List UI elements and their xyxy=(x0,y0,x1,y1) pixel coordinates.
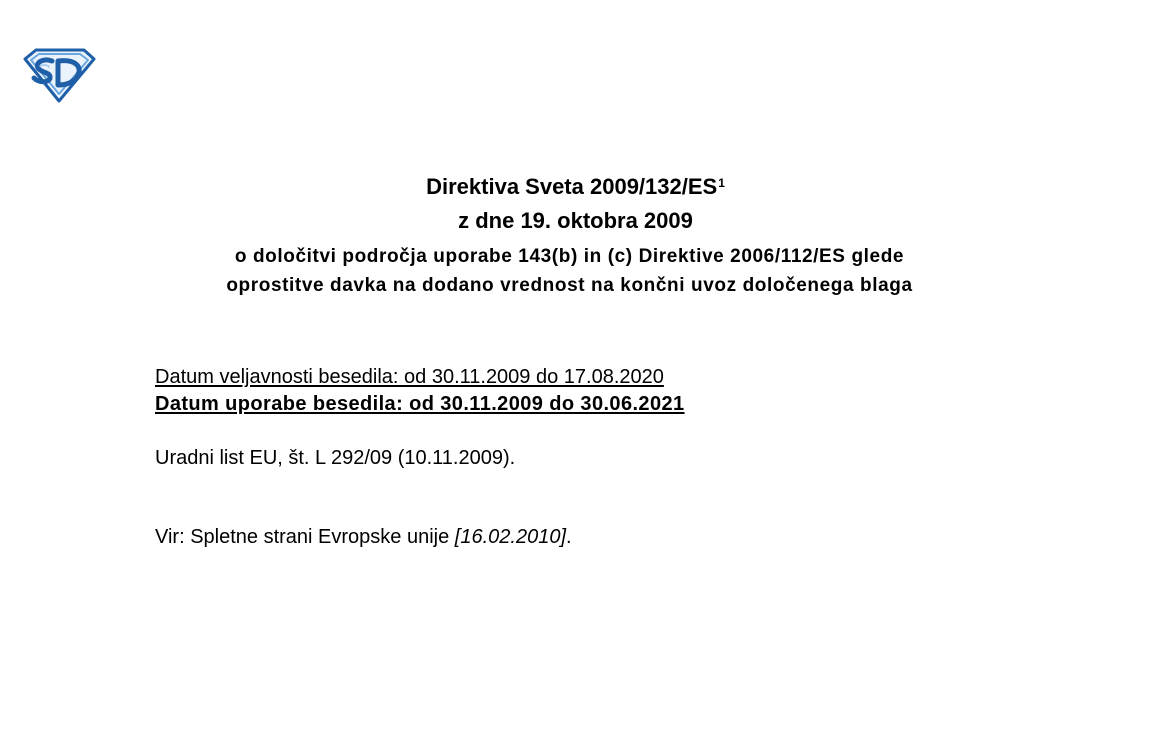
source-suffix: . xyxy=(566,526,572,548)
directive-date: z dne 19. oktobra 2009 xyxy=(458,208,693,233)
directive-title: Direktiva Sveta $2009/132/ES^1$ xyxy=(426,174,725,199)
footnote-mark[interactable]: 1 xyxy=(718,176,725,190)
source-reference xyxy=(155,524,572,551)
source-date: [16.02.2010] xyxy=(454,526,567,548)
directive-subtitle xyxy=(0,242,1148,300)
official-journal-reference: Uradni list EU, št. L 292/09 (10.11.2009). xyxy=(155,447,516,469)
subtitle-line-1: o določitvi področja uporabe 143(b) in (c) Direktive 2006/112/ES glede xyxy=(234,246,905,267)
subtitle-line-2: oprostitve davka na dodano vrednost na končni uvoz določenega blaga xyxy=(226,275,913,296)
source-prefix: Vir: Spletne strani Evropske unije xyxy=(155,526,455,548)
sd-shield-logo-icon xyxy=(22,47,96,103)
validity-date-text: Datum veljavnosti besedila: od 30.11.2009 do 17.08.2020 xyxy=(155,366,664,388)
validity-dates xyxy=(155,364,685,418)
application-date-text: Datum uporabe besedila: od 30.11.2009 do 30.06.2021 xyxy=(155,393,685,415)
document-title-block xyxy=(0,170,1157,300)
